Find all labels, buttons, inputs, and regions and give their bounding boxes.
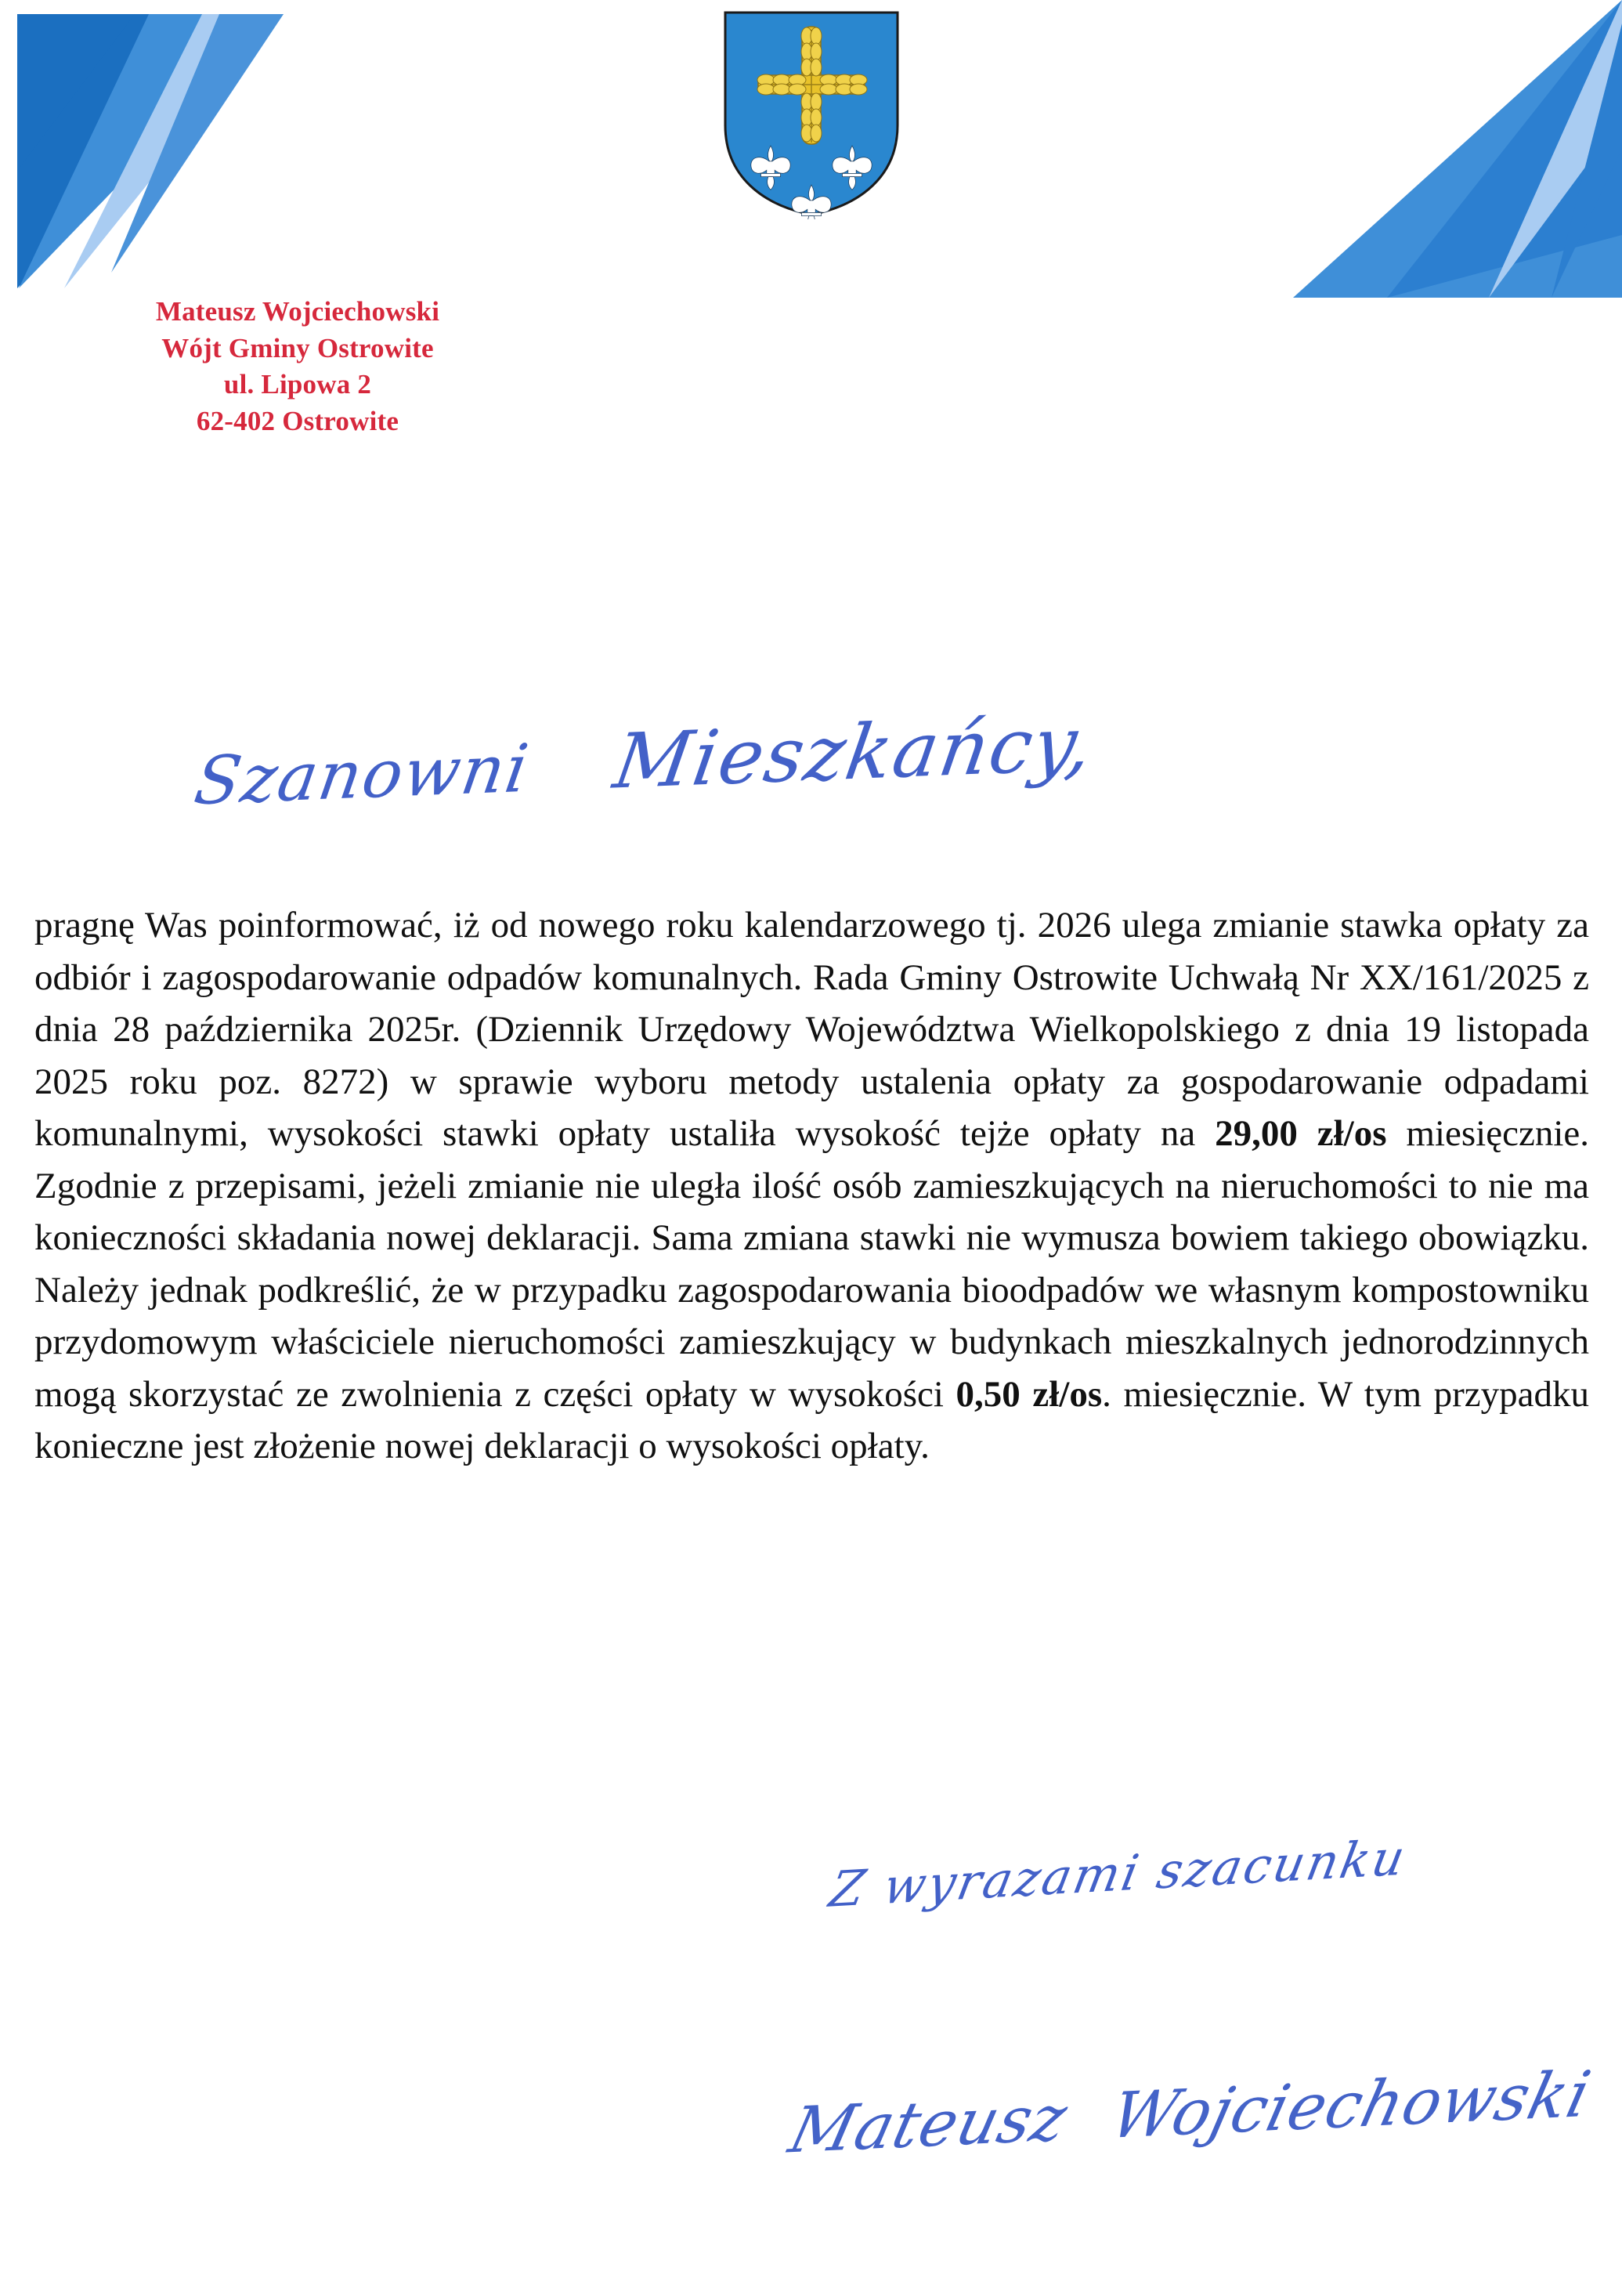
decorative-corner-right-icon [1293,0,1622,298]
letter-body [34,899,1589,1473]
coat-of-arms-icon [714,8,909,219]
handwritten-signature [782,2057,1598,2167]
fee-amount-discount: 0,50 zł/os [955,1373,1103,1415]
sender-name: Mateusz Wojciechowski [155,296,440,327]
fee-amount-primary: 29,00 zł/os [1215,1113,1387,1154]
sender-street: ul. Lipowa 2 [223,369,372,400]
body-part-2: miesięcznie. Zgodnie z przepisami, jeżeli zmianie nie uległa ilość osób zamieszkujących na nieruchomości to nie ma konieczności składania nowej deklaracji. Sama zmiana stawki nie wymusza bowiem takiego obowiązku. Należy jednak podkreślić, że w przypadku zagospodarowania bioodpadów we własnym kompostowniku przydomowym właściciele nieruchomości zamieszkujący w budynkach mieszkalnych jednorodzinnych mogą skorzystać ze zwolnienia z części opłaty w wysokości [34,1113,1589,1415]
body-part-1: pragnę Was poinformować, iż od nowego roku kalendarzowego tj. 2026 ulega zmianie stawka opłaty za odbiór i zagospodarowanie odpadów komunalnych. Rada Gminy Ostrowite Uchwałą Nr XX/161/2025 z dnia 28 października 2025r. (Dziennik Urzędowy Województwa Wielkopolskiego z dnia 19 listopada 2025 roku poz. 8272) w sprawie wyboru metody ustalenia opłaty za gospodarowanie odpadami komunalnymi, wysokości stawki opłaty ustaliła wysokość tejże opłaty na [34,905,1589,1154]
salutation-word-2: Mieszkańcy, [608,699,1100,806]
sender-address-block [94,294,501,439]
handwritten-salutation [190,700,1100,823]
handwritten-closing: Z wyrazami szacunku [825,1828,1412,1918]
signature-last-name: Wojciechowski [1104,2057,1599,2153]
sender-city: 62-402 Ostrowite [196,405,399,436]
decorative-corner-left-icon [17,14,284,288]
salutation-word-1: Szanowni [190,729,535,820]
sender-title: Wójt Gminy Ostrowite [161,332,434,363]
body-part-3: . miesięcznie. W tym przypadku konieczne jest złożenie nowej deklaracji o wysokości opłaty. [34,1373,1589,1466]
signature-first-name: Mateusz [782,2081,1075,2168]
